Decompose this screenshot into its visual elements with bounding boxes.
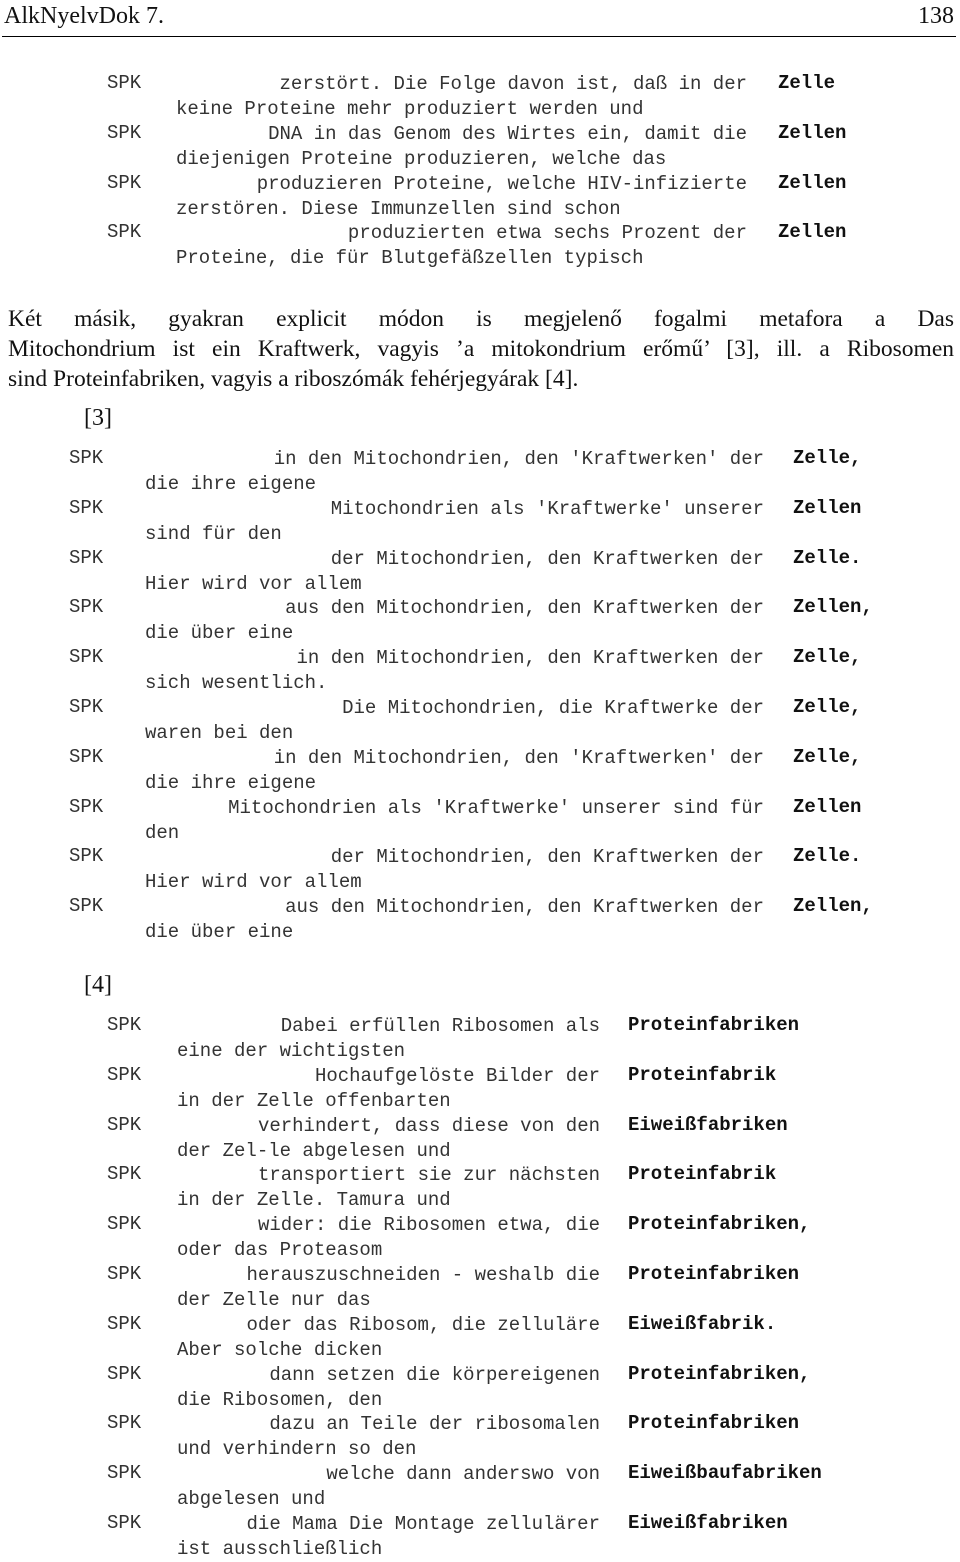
context-text (145, 845, 764, 895)
speaker-code: SPK (69, 795, 104, 818)
right-context: und verhindern so den (177, 1438, 417, 1461)
right-context: sind für den (145, 522, 282, 545)
context-text (177, 1313, 600, 1363)
speaker-code: SPK (69, 646, 104, 669)
concordance-row (0, 1114, 960, 1164)
paragraph-line: Mitochondrium ist ein Kraftwerk, vagyis ’a mitokondrium erőmű’ [3], ill. a Ribosomen (8, 336, 954, 362)
concordance-row (0, 895, 960, 945)
keyword: Zelle, (793, 447, 862, 469)
left-context: oder das Ribosom, die zelluläre (246, 1313, 600, 1336)
concordance-row (0, 547, 960, 597)
concordance-row (0, 1462, 960, 1512)
left-context: welche dann anderswo von (326, 1463, 600, 1486)
context-text (177, 1213, 600, 1263)
speaker-code: SPK (69, 447, 104, 469)
keyword: Proteinfabriken (628, 1263, 800, 1285)
right-context: oder das Proteasom (177, 1239, 383, 1262)
context-text (145, 497, 764, 547)
keyword: Eiweißbaufabriken (628, 1462, 822, 1485)
keyword: Zelle, (793, 745, 862, 768)
right-context: Aber solche dicken (177, 1338, 383, 1361)
paragraph-line: Két másik, gyakran explicit módon is megjelenő fogalmi metafora a Das (8, 306, 954, 332)
left-context: wider: die Ribosomen etwa, die (257, 1214, 600, 1237)
left-context: transportiert sie zur nächsten (257, 1164, 600, 1187)
right-context: Hier wird vor allem (145, 871, 362, 894)
speaker-code: SPK (107, 1412, 142, 1435)
left-context: der Mitochondrien, den Kraftwerken der (330, 547, 764, 570)
left-context: dazu an Teile der ribosomalen (269, 1413, 600, 1436)
speaker-code: SPK (107, 1362, 142, 1385)
concordance-row (0, 796, 960, 846)
speaker-code: SPK (107, 1163, 142, 1186)
keyword: Zellen (778, 171, 847, 194)
keyword: Zellen, (793, 895, 873, 918)
keyword: Proteinfabriken, (628, 1213, 811, 1236)
keyword: Proteinfabriken (628, 1014, 800, 1036)
context-text (177, 1114, 600, 1164)
context-text (177, 1462, 600, 1512)
speaker-code: SPK (107, 1263, 142, 1285)
right-context: waren bei den (145, 722, 294, 744)
context-text (145, 746, 764, 796)
body-paragraph (8, 304, 954, 394)
speaker-code: SPK (107, 1462, 142, 1485)
right-context: den (145, 821, 180, 844)
context-text (177, 1363, 600, 1413)
right-context: die über eine (145, 921, 294, 944)
context-text (176, 122, 747, 172)
right-context: Hier wird vor allem (145, 572, 362, 595)
left-context: der Mitochondrien, den Kraftwerken der (330, 846, 764, 869)
left-context: Die Mitochondrien, die Kraftwerke der (342, 697, 764, 719)
speaker-code: SPK (107, 1213, 142, 1236)
left-context: produzieren Proteine, welche HIV-infizierte (256, 172, 747, 195)
right-context: die über eine (145, 622, 294, 645)
context-text (145, 547, 764, 597)
left-context: Mitochondrien als 'Kraftwerke' unserer sind für (228, 796, 764, 819)
right-context: eine der wichtigsten (177, 1040, 406, 1062)
speaker-code: SPK (107, 1014, 142, 1036)
right-context: ist ausschließlich (177, 1538, 383, 1560)
context-text (177, 1064, 600, 1114)
right-context: abgelesen und (177, 1488, 326, 1511)
context-text (145, 447, 764, 497)
concordance-row (0, 696, 960, 746)
speaker-code: SPK (107, 72, 142, 94)
keyword: Proteinfabrik (628, 1163, 777, 1186)
left-context: dann setzen die körpereigenen (269, 1363, 600, 1386)
context-text (177, 1412, 600, 1462)
left-context: in den Mitochondrien, den 'Kraftwerken' der (273, 448, 764, 470)
concordance-row (0, 845, 960, 895)
speaker-code: SPK (107, 1312, 142, 1335)
speaker-code: SPK (107, 1063, 142, 1086)
keyword: Zellen (778, 221, 847, 244)
keyword: Proteinfabrik (628, 1063, 777, 1086)
keyword: Eiweißfabriken (628, 1512, 788, 1534)
left-context: Mitochondrien als 'Kraftwerke' unserer (330, 497, 764, 520)
keyword: Zelle (778, 72, 836, 94)
concordance-row (0, 1313, 960, 1363)
reference-label-3: [3] (84, 405, 112, 431)
right-context: in der Zelle. Tamura und (177, 1189, 451, 1212)
left-context: zerstört. Die Folge davon ist, daß in der (279, 73, 747, 95)
keyword: Zellen (793, 496, 862, 519)
left-context: verhindert, dass diese von den (257, 1114, 600, 1137)
keyword: Eiweißfabriken (628, 1113, 788, 1136)
right-context: keine Proteine mehr produziert werden und (176, 98, 644, 120)
keyword: Zelle, (793, 696, 862, 718)
context-text (176, 172, 747, 222)
context-text (145, 895, 764, 945)
right-context: die Ribosomen, den (177, 1388, 383, 1411)
concordance-row (0, 1512, 960, 1562)
concordance-row (0, 596, 960, 646)
concordance-row (0, 1363, 960, 1413)
speaker-code: SPK (107, 1512, 142, 1534)
context-text (176, 72, 747, 122)
speaker-code: SPK (69, 895, 104, 918)
speaker-code: SPK (107, 171, 142, 194)
keyword: Zelle. (793, 845, 862, 868)
left-context: Dabei erfüllen Ribosomen als (280, 1015, 600, 1037)
speaker-code: SPK (69, 496, 104, 519)
left-context: aus den Mitochondrien, den Kraftwerken der (285, 597, 764, 620)
speaker-code: SPK (107, 1113, 142, 1136)
reference-label-4: [4] (84, 972, 112, 998)
left-context: aus den Mitochondrien, den Kraftwerken der (285, 896, 764, 919)
concordance-row (0, 746, 960, 796)
right-context: der Zel-le abgelesen und (177, 1139, 451, 1162)
concordance-row (0, 646, 960, 696)
keyword: Zelle, (793, 646, 862, 669)
context-text (176, 221, 747, 271)
context-text (177, 1512, 600, 1562)
right-context: die ihre eigene (145, 473, 317, 495)
concordance-row (0, 172, 960, 222)
right-context: diejenigen Proteine produzieren, welche das (176, 147, 667, 170)
right-context: der Zelle nur das (177, 1289, 371, 1311)
right-context: zerstören. Diese Immunzellen sind schon (176, 197, 621, 220)
left-context: in den Mitochondrien, den 'Kraftwerken' der (273, 746, 764, 769)
left-context: herauszuschneiden - weshalb die (246, 1264, 600, 1286)
context-text (145, 696, 764, 746)
speaker-code: SPK (107, 221, 142, 244)
left-context: die Mama Die Montage zellulärer (246, 1513, 600, 1535)
keyword: Proteinfabriken (628, 1412, 800, 1435)
speaker-code: SPK (69, 696, 104, 718)
context-text (177, 1014, 600, 1064)
context-text (145, 646, 764, 696)
paragraph-line: sind Proteinfabriken, vagyis a riboszómák fehérjegyárak [4]. (8, 366, 579, 392)
context-text (145, 596, 764, 646)
keyword: Zelle. (793, 546, 862, 569)
speaker-code: SPK (69, 845, 104, 868)
keyword: Zellen (793, 795, 862, 818)
running-header (2, 0, 956, 37)
speaker-code: SPK (107, 121, 142, 144)
concordance-row (0, 1412, 960, 1462)
concordance-row (0, 447, 960, 497)
concordance-row (0, 122, 960, 172)
context-text (177, 1163, 600, 1213)
context-text (145, 796, 764, 846)
concordance-row (0, 221, 960, 271)
concordance-row (0, 1213, 960, 1263)
keyword: Eiweißfabrik. (628, 1312, 777, 1335)
concordance-row (0, 497, 960, 547)
speaker-code: SPK (69, 745, 104, 768)
concordance-row (0, 1263, 960, 1313)
journal-title: AlkNyelvDok 7. (4, 3, 164, 29)
right-context: die ihre eigene (145, 771, 317, 794)
concordance-row (0, 1064, 960, 1114)
keyword: Zellen (778, 121, 847, 144)
right-context: Proteine, die für Blutgefäßzellen typisch (176, 247, 644, 270)
speaker-code: SPK (69, 546, 104, 569)
keyword: Zellen, (793, 596, 873, 619)
page-number: 138 (918, 3, 954, 29)
keyword: Proteinfabriken, (628, 1362, 811, 1385)
left-context: produzierten etwa sechs Prozent der (347, 222, 747, 245)
right-context: sich wesentlich. (145, 672, 328, 695)
right-context: in der Zelle offenbarten (177, 1089, 451, 1112)
concordance-row (0, 1163, 960, 1213)
concordance-row (0, 72, 960, 122)
context-text (177, 1263, 600, 1313)
speaker-code: SPK (69, 596, 104, 619)
left-context: in den Mitochondrien, den Kraftwerken der (296, 647, 764, 670)
left-context: Hochaufgelöste Bilder der (314, 1064, 600, 1087)
left-context: DNA in das Genom des Wirtes ein, damit die (268, 122, 747, 145)
concordance-row (0, 1014, 960, 1064)
